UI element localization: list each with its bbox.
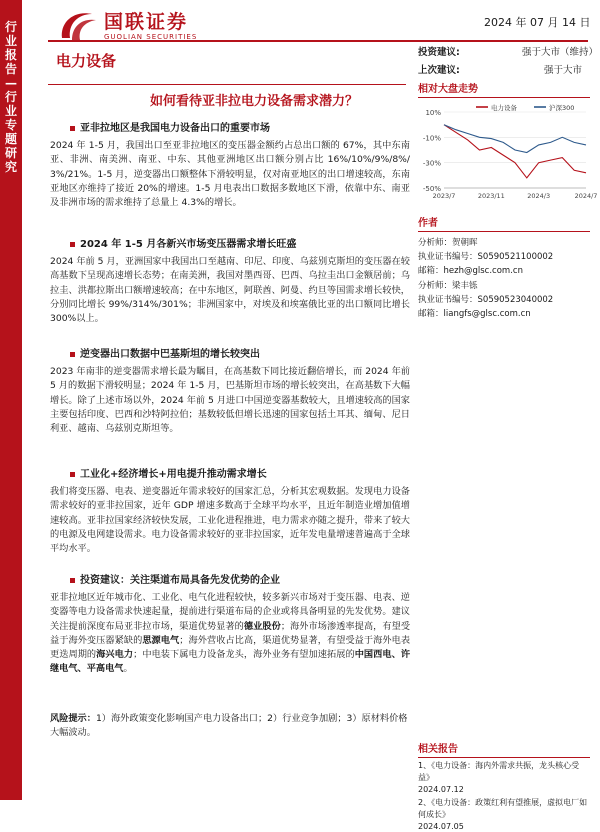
author-role: 分析师： [418,238,453,248]
x-tick-label: 2024/7 [574,192,598,200]
chart-heading: 相对大盘走势 [418,80,590,98]
relative-performance-chart [418,102,598,202]
section-heading [50,238,410,252]
section-body [50,591,410,677]
report-date: 2024 年 07 月 14 日 [484,16,591,29]
y-tick-label: 10% [425,109,441,117]
rating-last [418,62,583,76]
body-text: 。 [123,663,133,675]
author-line [418,279,590,293]
x-tick-label: 2024/3 [527,192,551,200]
section-body: 2024 年 1-5 月，我国出口至亚非拉地区的变压器金额约占总出口额的 67%，其中东南亚、非洲、南美洲、南亚、中东、其他亚洲地区出口额分别占比 16%/10%/9%/8%/3%/21%。1-5 月，逆变器出口额整体下滑较明显，仅对南亚地区的出口增速较高，东南亚地区亦维持了接近 20%的增速。1-5 月电表出口数据多数地区下滑，依靠中东、南亚及非洲市场的需求维持了总量上 4.3%的增长。 [50,140,410,209]
related-report-date: 2024.07.05 [418,822,464,831]
related-report-title[interactable]: 1、《电力设备：海内外需求共振，龙头核心受益》 [418,761,580,782]
author-role: 分析师： [418,280,453,291]
rating-invest [418,44,599,58]
brand-name-en: GUOLIAN SECURITIES [104,32,198,41]
author-value: 梁丰铄 [452,280,478,291]
title-rule [48,84,406,85]
square-bullet-icon [70,578,75,583]
section-1 [50,122,410,210]
rating-invest-value: 强于大市（维持） [522,47,599,58]
author-value: 贺朝晖 [452,238,478,248]
brand-logo-icon [58,8,98,44]
author-email[interactable]: hezh@glsc.com.cn [443,266,523,277]
y-tick-label: -30% [422,159,441,168]
section-heading [50,574,410,588]
section-body: 2023 年南非的逆变器需求增长最为瞩目，在高基数下同比接近翻倍增长，而 2024 年前 5 月的数据下滑较明显；2024 年 1-5 月，巴基斯坦市场的增长较突出，在高基数下大幅增长。除了上述市场以外，2024 年前 5 月进口中国逆变器基数较大，且增速较高的国家主要包括印度、巴西和沙特阿拉伯；基数较低但增长迅速的国家包括土耳其、缅甸、尼日利亚、越南、乌兹别克斯坦等。 [50,366,410,435]
stock-name: 海兴电力 [96,649,134,661]
author-line [418,250,590,264]
related-report-date: 2024.07.12 [418,785,464,794]
author-line [418,264,590,278]
section-title: 亚非拉地区是我国电力设备出口的重要市场 [80,123,270,134]
stock-name: 思源电气 [142,634,180,646]
author-role: 执业证书编号： [418,294,478,305]
header-rule [48,40,588,42]
authors-heading: 作者 [418,214,590,232]
related-reports [418,740,590,832]
section-heading [50,468,410,482]
section-2 [50,238,410,326]
square-bullet-icon [70,126,75,131]
section-title: 投资建议：关注渠道布局具备先发优势的企业 [80,575,280,586]
square-bullet-icon [70,472,75,477]
right-column [418,80,598,831]
author-value: S0590523040002 [477,294,554,305]
brand-name-cn: 国联证券 [104,10,189,33]
related-report-title[interactable]: 2、《电力设备：政策红利有望推展，虚拟电厂如何成长》 [418,798,588,819]
square-bullet-icon [70,242,75,247]
section-4 [50,468,410,556]
risk-label: 风险提示： [50,713,96,724]
section-heading [50,348,410,362]
side-label: 行业报告—行业专题研究 [4,20,17,174]
author-line [418,307,590,321]
body-text: ；海外营收占比高，渠道优势显著，有望受益于海外电表更迭周期的 [50,634,411,661]
risk-text: 1）海外政策变化影响国产电力设备出口；2）行业竞争加剧；3）原材料价格大幅波动。 [50,713,408,739]
section-title: 逆变器出口数据中巴基斯坦的增长较突出 [80,349,260,360]
author-role: 邮箱： [418,266,444,277]
stock-name: 德业股份 [243,620,281,632]
author-role: 执业证书编号： [418,252,478,263]
x-tick-label: 2023/11 [477,192,505,200]
y-tick-label: -10% [422,134,441,143]
body-text: ；中电装下属电力设备龙头，海外业务有望加速拓展的 [133,649,355,661]
rating-last-label: 上次建议: [418,65,460,76]
section-3 [50,348,410,436]
legend-label: 沪深300 [549,104,575,112]
report-headline: 如何看待亚非拉电力设备需求潜力？ [150,94,359,109]
rating-invest-label: 投资建议: [418,47,460,58]
x-tick-label: 2023/7 [432,192,456,200]
author-line [418,293,590,307]
author-role: 邮箱： [418,309,444,320]
chart-svg [418,102,598,202]
section-title: 工业化+经济增长+用电提升推动需求增长 [80,469,267,480]
section-heading [50,122,410,136]
related-heading: 相关报告 [418,740,590,758]
author-value: S0590521100002 [477,252,554,263]
section-body: 我们将变压器、电表、逆变器近年需求较好的国家汇总，分析其宏观数据。发现电力设备需求较好的亚非拉国家，近年 GDP 增速多数高于全球平均水平，且近年制造业增加值增速较高。亚非拉国家经济较快发展，工业化进程推进，电力需求亦随之提升，带来了较大的电源及电网建设需求。电力设备需求较好的亚非拉国家，近年发电量增速普遍高于全球平均水平。 [50,486,410,555]
authors-block [418,214,590,321]
risk-notice [50,712,410,741]
section-5 [50,574,410,677]
y-tick-label: -50% [422,185,441,193]
section-title: 2024 年 1-5 月各新兴市场变压器需求增长旺盛 [80,239,297,250]
square-bullet-icon [70,352,75,357]
industry-title: 电力设备 [56,52,117,70]
legend-label: 电力设备 [491,104,517,112]
body-text: 亚非拉地区近年城市化、工业化、电气化进程较快，较多新兴市场对于变压器、电表、逆变器等电力设备需求快速起量，提前进行渠道布局的企业或将具备明显的先发优势。建议关注提前深度布局亚非拉市场，渠道优势显著的 [50,592,410,632]
body-text: ；海外市场渗透率提高，有望受益于海外变压器紧缺的 [50,620,411,646]
section-body: 2024 年前 5 月，亚洲国家中我国出口至越南、印尼、印度、乌兹别克斯坦的变压器在较高基数下呈现高速增长态势；在南美洲，我国对墨西哥、巴西、乌拉圭出口金额居前；乌拉圭、洪都拉斯出口额增速较高；在中东地区，阿联酋、阿曼、约旦等国需求增长较快，分别同比增长 99%/314%/301%；非洲国家中，对埃及和埃塞俄比亚的出口额同比增长 300%以上。 [50,256,410,325]
stock-name: 中国西电、许继电气、平高电气 [50,649,411,675]
rating-last-value: 强于大市 [544,65,583,76]
author-email[interactable]: liangfs@glsc.com.cn [443,309,531,320]
author-line [418,236,590,250]
